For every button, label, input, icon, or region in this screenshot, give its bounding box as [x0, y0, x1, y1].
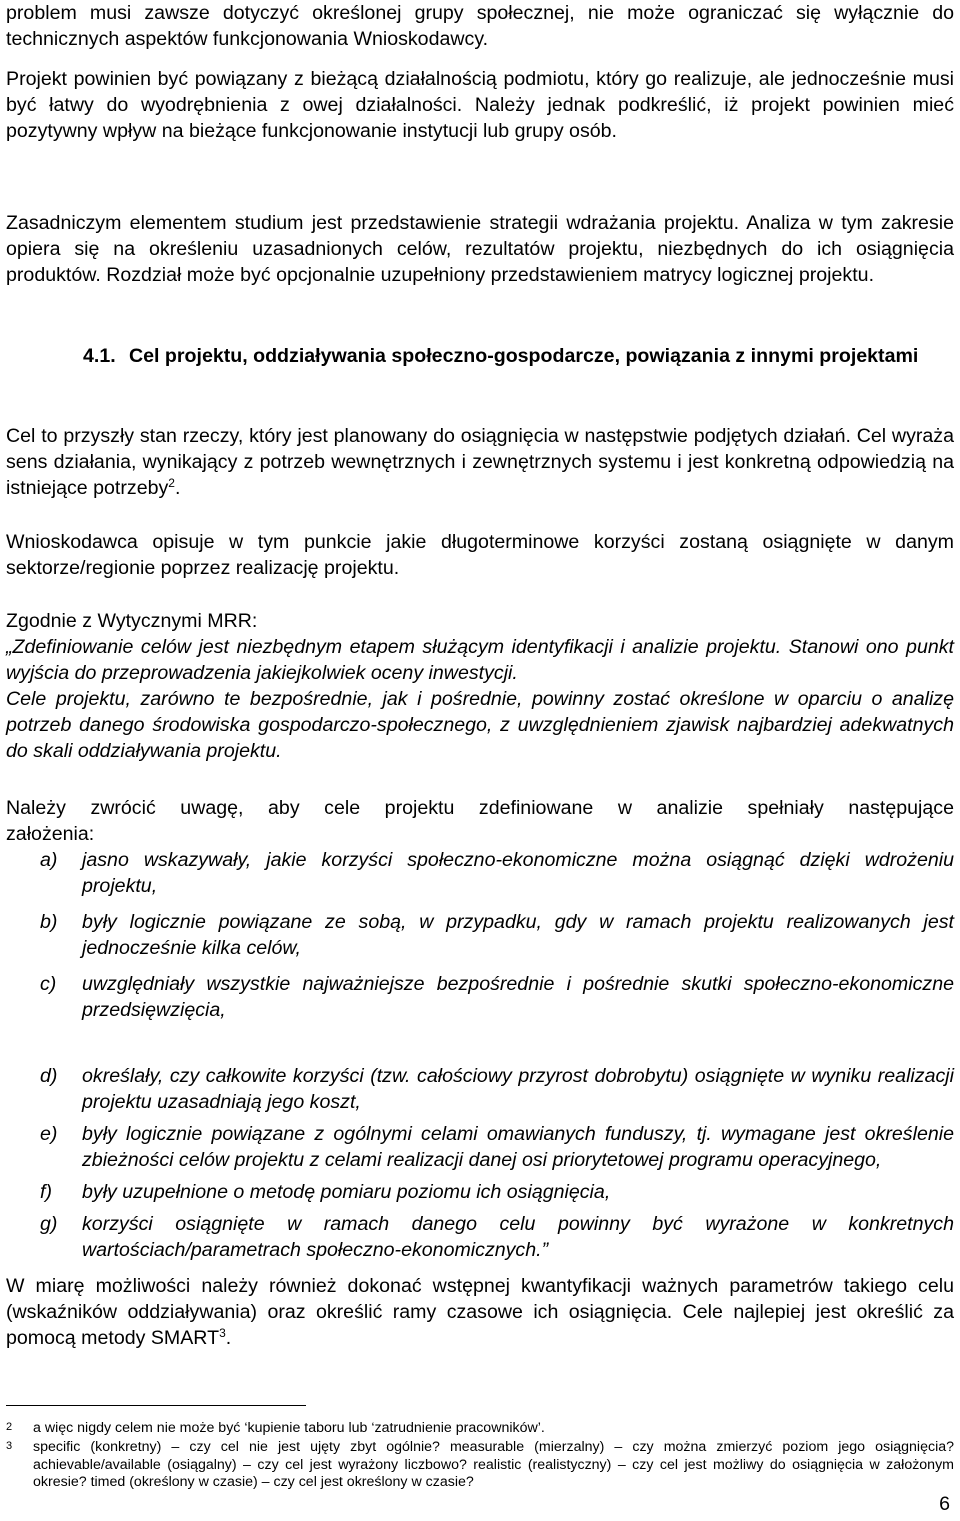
list-item	[40, 1179, 954, 1205]
list-item-label: f)	[40, 1181, 52, 1203]
footnote-3	[6, 1439, 954, 1492]
paragraph-5: Wnioskodawca opisuje w tym punkcie jakie długoterminowe korzyści zostaną osiągnięte w danym sektorze/regionie poprzez realizację projektu.	[6, 531, 954, 579]
paragraph-1: problem musi zawsze dotyczyć określonej grupy społecznej, nie może ograniczać się wyłącznie do technicznych aspektów funkcjonowania Wnioskodawcy.	[6, 2, 954, 50]
list-item	[40, 971, 954, 1023]
footnote-number: 2	[6, 1421, 13, 1433]
list-item-text: korzyści osiągnięte w ramach danego celu powinny być wyrażone w konkretnych wartościach/parametrach społeczno-ekonomicznych.”	[82, 1213, 954, 1261]
list-item-label: b)	[40, 911, 58, 933]
list-item	[40, 1063, 954, 1115]
paragraph-8: W miarę możliwości należy również dokonać wstępnej kwantyfikacji ważnych parametrów takiego celu (wskaźników oddziaływania) oraz określić ramy czasowe ich osiągnięcia. Cele najlepiej jest określić za pomocą metody SMART$^3$.	[6, 1275, 954, 1349]
list-item-label: e)	[40, 1123, 58, 1145]
paragraph-7-line1: Należy zwrócić uwagę, aby cele projektu zdefiniowane w analizie spełniały następujące	[6, 797, 954, 819]
quote-part-1: „Zdefiniowanie celów jest niezbędnym etapem służącym identyfikacji i analizie projektu. Stanowi ono punkt wyjścia do przeprowadzenia jakiejkolwiek oceny inwestycji.	[6, 636, 954, 684]
footnote-text: a więc nigdy celem nie może być ‘kupienie taboru lub ‘zatrudnienie pracowników’.	[33, 1420, 545, 1436]
list-item	[40, 909, 954, 961]
list-item-text: były logicznie powiązane ze sobą, w przypadku, gdy w ramach projektu realizowanych jest jednocześnie kilka celów,	[82, 911, 954, 959]
list-item-text: jasno wskazywały, jakie korzyści społeczno-ekonomiczne można osiągnąć dzięki wdrożeniu projektu,	[82, 849, 954, 897]
paragraph-2: Projekt powinien być powiązany z bieżącą działalnością podmiotu, który go realizuje, ale jednocześnie musi być łatwy do wyodrębnienia z owej działalności. Należy jednak podkreślić, iż projekt powinien mieć pozytywny wpływ na bieżące funkcjonowanie instytucji lub grupy osób.	[6, 68, 954, 142]
requirements-list	[40, 847, 954, 1263]
paragraph-4: Cel to przyszły stan rzeczy, który jest planowany do osiągnięcia w następstwie podjętych działań. Cel wyraża sens działania, wynikający z potrzeb wewnętrznych i zewnętrznych systemu i jest konkretną odpowiedzią na istniejące potrzeby$^2$.	[6, 425, 954, 499]
list-item-text: uwzględniały wszystkie najważniejsze bezpośrednie i pośrednie skutki społeczno-ekonomiczne przedsięwzięcia,	[82, 973, 954, 1021]
page-number: 6	[939, 1493, 950, 1515]
footnote-2	[6, 1420, 954, 1438]
list-item-text: były logicznie powiązane z ogólnymi celami omawianych funduszy, tj. wymagane jest określenie zbieżności celów projektu z celami realizacji danej osi priorytetowej programu operacyjnego,	[82, 1123, 954, 1171]
footnote-text: specific (konkretny) – czy cel nie jest ujęty zbyt ogólnie? measurable (mierzalny) – czy można zmierzyć poziom jego osiągnięcia? achievable/available (osiągalny) – czy cel jest wyrażony liczbowo? realistic (realistyczny) – czy cel jest możliwy do osiągnięcia w założonym okresie? timed (określony w czasie) – czy cel jest określony w czasie?	[33, 1439, 954, 1490]
section-number: 4.1.	[83, 345, 116, 367]
footnote-divider	[6, 1405, 306, 1406]
footnote-number: 3	[6, 1440, 13, 1452]
footnote-ref-2[interactable]: 2	[168, 476, 175, 490]
paragraph-8-text: W miarę możliwości należy również dokonać wstępnej kwantyfikacji ważnych parametrów takiego celu (wskaźników oddziaływania) oraz określić ramy czasowe ich osiągnięcia. Cele najlepiej jest określić za pomocą metody SMART	[6, 1275, 954, 1349]
list-item-label: g)	[40, 1213, 58, 1235]
list-item	[40, 1211, 954, 1263]
paragraph-7-line2: założenia:	[6, 823, 95, 845]
list-item	[40, 1121, 954, 1173]
quote-part-2: Cele projektu, zarówno te bezpośrednie, jak i pośrednie, powinny zostać określone w oparciu o analizę potrzeb danego środowiska gospodarczo-społecznego, z uwzględnieniem zjawisk najbardziej adekwatnych do skali oddziaływania projektu.	[6, 688, 954, 762]
section-title: Cel projektu, oddziaływania społeczno-gospodarcze, powiązania z innymi projektami	[129, 345, 919, 367]
list-item-label: a)	[40, 849, 58, 871]
paragraph-4-text: Cel to przyszły stan rzeczy, który jest planowany do osiągnięcia w następstwie podjętych działań. Cel wyraża sens działania, wynikający z potrzeb wewnętrznych i zewnętrznych systemu i jest konkretną odpowiedzią na istniejące potrzeby	[6, 425, 954, 499]
footnote-ref-3[interactable]: 3	[219, 1326, 226, 1340]
paragraph-7	[6, 795, 954, 847]
paragraph-6-intro: Zgodnie z Wytycznymi MRR:	[6, 610, 258, 632]
list-item	[40, 847, 954, 899]
list-item-label: d)	[40, 1065, 58, 1087]
paragraph-3: Zasadniczym elementem studium jest przedstawienie strategii wdrażania projektu. Analiza w tym zakresie opiera się na określeniu uzasadnionych celów, rezultatów projektu, niezbędnych do ich osiągnięcia produktów. Rozdział może być opcjonalnie uzupełniony przedstawieniem matrycy logicznej projektu.	[6, 212, 954, 286]
list-item-label: c)	[40, 973, 57, 995]
list-item-text: określały, czy całkowite korzyści (tzw. całościowy przyrost dobrobytu) osiągnięte w wyniku realizacji projektu uzasadniają jego koszt,	[82, 1065, 954, 1113]
list-item-text: były uzupełnione o metodę pomiaru poziomu ich osiągnięcia,	[82, 1181, 611, 1203]
